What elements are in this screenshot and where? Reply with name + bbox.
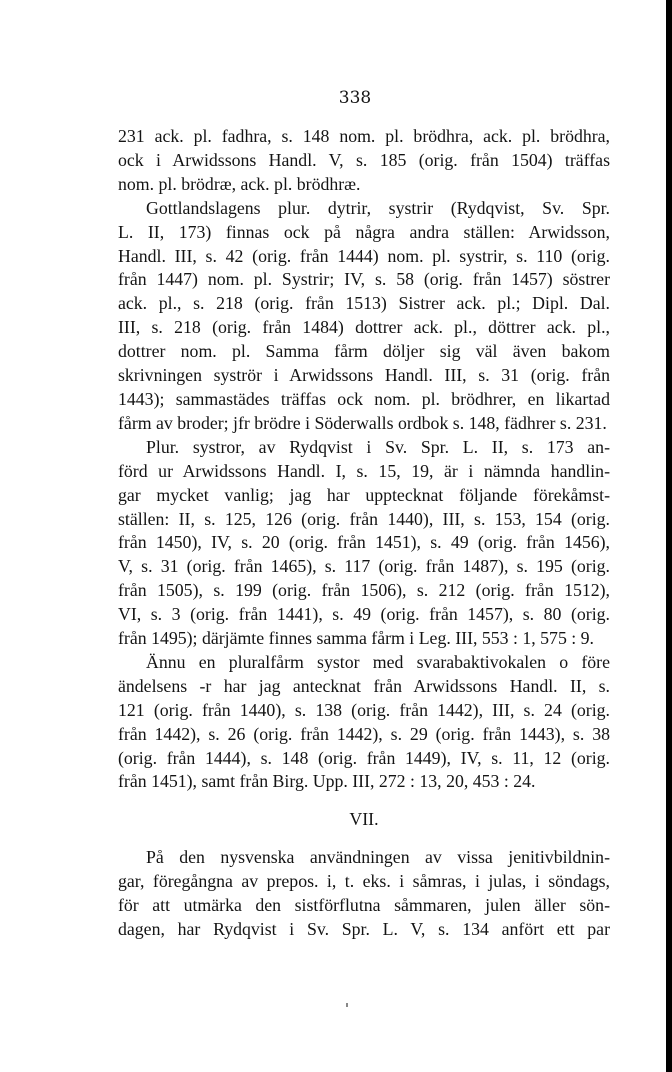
text-line: 1443); sammastädes träffas ock nom. pl. brödhrer, en likartad: [118, 388, 610, 409]
page-number: 338: [338, 88, 372, 108]
text-line: fårm av broder; jfr brödre i Söderwalls ordbok s. 148, fädhrer s. 231.: [118, 412, 607, 433]
text-line: nom. pl. brödræ, ack. pl. brödhræ.: [118, 173, 361, 194]
text-line: ändelsens -r har jag antecknat från Arwidssons Handl. II, s.: [118, 675, 610, 696]
scan-border: [666, 0, 672, 1072]
text-line: från 1505), s. 199 (orig. från 1506), s. 212 (orig. från 1512),: [118, 580, 610, 601]
text-line: från 1442), s. 26 (orig. från 1442), s. 29 (orig. från 1443), s. 38: [118, 723, 610, 744]
text-line: från 1495); därjämte finnes samma fårm i Leg. III, 553 : 1, 575 : 9.: [118, 628, 595, 649]
text-line: Handl. III, s. 42 (orig. från 1444) nom. pl. systrir, s. 110 (orig.: [118, 245, 610, 266]
text-line: VI, s. 3 (orig. från 1441), s. 49 (orig. från 1457), s. 80 (orig.: [118, 604, 610, 625]
section-heading: VII.: [349, 809, 379, 830]
text-line: ställen: II, s. 125, 126 (orig. från 1440), III, s. 153, 154 (orig.: [118, 508, 610, 529]
text-line: gar mycket vanlig; jag har upptecknat följande förekåmst-: [118, 484, 610, 505]
text-line: Ännu en pluralfårm systor med svarabaktivokalen o före: [146, 651, 610, 672]
text-line: V, s. 31 (orig. från 1465), s. 117 (orig. från 1487), s. 195 (orig.: [118, 556, 610, 577]
text-line: från 1450), IV, s. 20 (orig. från 1451), s. 49 (orig. från 1456),: [118, 532, 610, 553]
text-line: förd ur Arwidssons Handl. I, s. 15, 19, är i nämnda handlin-: [118, 460, 610, 481]
scan-speck: [346, 1003, 348, 1007]
text-line: 231 ack. pl. fadhra, s. 148 nom. pl. brödhra, ack. pl. brödhra,: [118, 126, 610, 146]
text-line: ack. pl., s. 218 (orig. från 1513) Sistrer ack. pl.; Dipl. Dal.: [118, 293, 610, 314]
text-line: från 1451), samt från Birg. Upp. III, 272 : 13, 20, 453 : 24.: [118, 771, 536, 792]
text-line: L. II, 173) finnas ock på några andra ställen: Arwidsson,: [118, 221, 610, 242]
text-line: gar, föregångna av prepos. i, t. eks. i såmras, i julas, i söndags,: [118, 871, 610, 892]
text-line: för att utmärka den sistförflutna såmmaren, julen äller sön-: [118, 895, 610, 916]
text-line: 121 (orig. från 1440), s. 138 (orig. från 1442), III, s. 24 (orig.: [118, 699, 610, 720]
text-line: III, s. 218 (orig. från 1484) dottrer ack. pl., döttrer ack. pl.,: [118, 317, 610, 338]
text-line: dagen, har Rydqvist i Sv. Spr. L. V, s. 134 anfört ett par: [118, 919, 610, 939]
text-line: Plur. systror, av Rydqvist i Sv. Spr. L. II, s. 173 an-: [146, 436, 610, 457]
text-line: (orig. från 1444), s. 148 (orig. från 1449), IV, s. 11, 12 (orig.: [118, 747, 610, 768]
body-text: [118, 125, 610, 942]
text-line: ock i Arwidssons Handl. V, s. 185 (orig. från 1504) träffas: [118, 149, 610, 170]
text-line: från 1447) nom. pl. Systrir; IV, s. 58 (orig. från 1457) söstrer: [118, 269, 610, 290]
text-line: Gottlandslagens plur. dytrir, systrir (Rydqvist, Sv. Spr.: [146, 197, 610, 218]
text-line: skrivningen syströr i Arwidssons Handl. III, s. 31 (orig. från: [118, 365, 610, 386]
text-line: dottrer nom. pl. Samma fårm döljer sig väl även bakom: [118, 341, 610, 362]
text-line: På den nysvenska användningen av vissa jenitivbildnin-: [146, 847, 610, 868]
